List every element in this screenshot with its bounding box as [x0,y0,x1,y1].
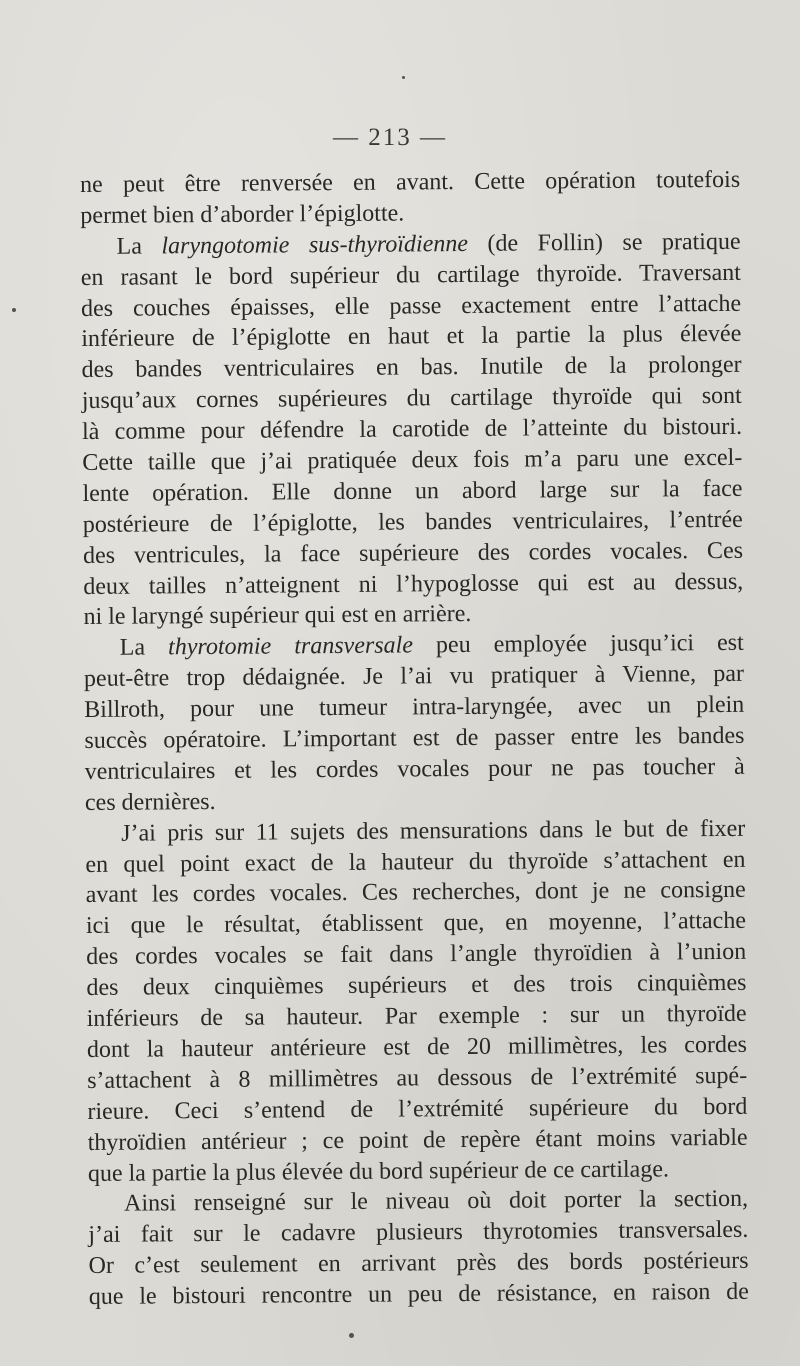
text-line: des ventricules, la face supérieure des cordes vocales. Ces [82,537,744,569]
text-line: deux tailles n’atteignent ni l’hypoglosse qui est au dessus, [83,568,744,600]
text-line [84,628,744,664]
text-line: ventriculaires et les cordes vocales pour ne pas toucher à [84,753,745,785]
text-line: que le bistouri rencontre un peu de résistance, en raison de [88,1278,749,1311]
text-line: ne peut être renversée en avant. Cette opération toutefois [80,166,741,198]
page-number: — 213 — [333,124,447,151]
text-line: là comme pour défendre la carotide de l’atteinte du bistouri. [81,413,743,446]
text-line: succès opératoire. L’important est de passer entre les bandes [84,722,745,755]
text-line: des couches épaisses, elle passe exactement entre l’attache [80,290,742,322]
text-line: avant les cordes vocales. Ces recherches, dont je ne consigne [85,877,746,909]
text-line: ces dernières. [84,788,216,816]
text-segment: peu employée jusqu’ici est [412,630,744,659]
text-line: peut-être trop dédaignée. Je l’ai vu pratiquer à Vienne, par [83,661,745,693]
text-line: que la partie la plus élevée du bord supérieur de ce cartilage. [87,1155,670,1187]
text-line: s’attachent à 8 millimètres au dessous de l’extrémité supé- [87,1062,748,1094]
italic-term: thyrotomie transversale [168,632,414,661]
text-line: en rasant le bord supérieur du cartilage thyroïde. Traversant [80,259,741,291]
text-line: jusqu’aux cornes supérieures du cartilage thyroïde qui sont [81,383,742,415]
text-segment: La [119,634,169,662]
text-line: j’ai fait sur le cadavre plusieurs thyrotomies transversales. [88,1217,749,1249]
text-line: Or c’est seulement en arrivant près des bords postérieurs [88,1247,749,1280]
text-line: J’ai pris sur 11 sujets des mensurations dans le but de fixer [121,815,746,847]
ink-speck [349,1333,354,1338]
text-line: inférieurs de sa hauteur. Par exemple : sur un thyroïde [86,1000,747,1033]
text-segment: (de Follin) se pratique [467,228,741,257]
italic-term: laryngotomie sus-thyroïdienne [161,230,469,260]
ink-speck [402,76,405,79]
ink-speck [12,308,16,312]
text-line: des bandes ventriculaires en bas. Inutile de la prolonger [81,352,742,384]
text-line: Ainsi renseigné sur le niveau où doit porter la section, [124,1186,749,1218]
body-text [80,165,749,1313]
text-line: postérieure de l’épiglotte, les bandes ventriculaires, l’entrée [82,506,743,538]
text-line: rieure. Ceci s’entend de l’extrémité supérieure du bord [87,1093,748,1125]
text-line: permet bien d’aborder l’épiglotte. [80,200,405,229]
text-line: des deux cinquièmes supérieurs et des trois cinquièmes [86,969,747,1002]
text-line: en quel point exact de la hauteur du thyroïde s’attachent en [85,846,746,878]
text-segment: La [116,233,162,260]
text-line: Cette taille que j’ai pratiquée deux fois m’a paru une excel- [82,444,743,477]
text-line: ici que le résultat, établissent que, en moyenne, l’attache [85,908,747,940]
text-line: thyroïdien antérieur ; ce point de repère étant moins variable [87,1124,748,1156]
text-line: ni le laryngé supérieur qui est en arrière. [83,601,472,631]
text-line: lente opération. Elle donne un abord large sur la face [82,475,743,507]
text-line [80,227,740,263]
text-line: dont la hauteur antérieure est de 20 millimètres, les cordes [86,1031,747,1063]
text-line: inférieure de l’épiglotte en haut et la partie la plus élevée [81,321,742,353]
text-line: des cordes vocales se fait dans l’angle thyroïdien à l’union [86,939,747,971]
text-line: Billroth, pour une tumeur intra-laryngée, avec un plein [84,691,745,724]
